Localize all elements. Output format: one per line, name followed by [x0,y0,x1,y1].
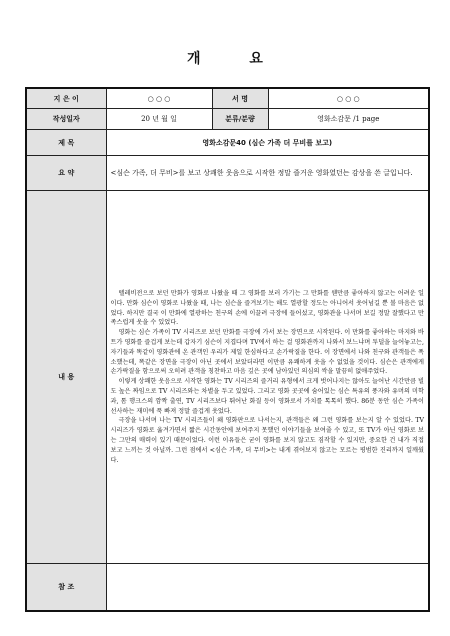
content-paragraph: 이렇게 상쾌한 웃음으로 시작한 영화는 TV 시리즈의 즐거리 유형에서 크게 벗어나지는 않아도 늘어난 시간만큼 빌도 높은 짜임으로 TV 시리즈와는 차별을 두고 있었다. 그리고 영화 곳곳에 숨어있는 심슨 특유의 풍자와 유머의 미학과, 톰 행크스의 깜짝 출연, TV 시리즈보다 뛰어난 화질 등이 영화로서 가치를 톡톡히 했다. 86분 동안 심슨 가족이 선사하는 재미에 푹 빠져 정말 즐겁게 웃었다. [110,378,424,415]
date-row [26,109,429,130]
date-value: 20 년 월 일 [106,109,212,130]
reference-row [26,564,429,611]
author-label: 지 은 이 [26,88,106,109]
category-label: 분류/분량 [212,109,268,130]
content-paragraph: 극장을 나서며 나는 TV 시리즈들이 왜 영화판으로 나서는지, 관객들은 왜 그런 영화를 보는지 알 수 있었다. TV 시리즈가 영화로 옮겨가면서 짧은 시간동안에 보여주지 못했던 이야기들을 보여줄 수 있고, 또 TV가 아닌 영화로 보는 그만의 매력이 있기 때문이었다. 이런 이유들은 굳이 영화를 보지 않고도 짐작할 수 있지만, 중요한 건 내가 직접 보고 느끼는 것 아닐까. 그런 점에서 <심슨 가족, 더 무비>는 내게 겪어보지 않고는 모르는 평범한 진리까지 일깨웠다. [110,417,424,464]
page-title: 개 요 [187,51,285,67]
content-paragraph: 텔레비전으로 보던 만화가 영화로 나왔을 때 그 영화를 보러 가기는 그 만화를 웬만큼 좋아하지 않고는 어려운 일이다. 만화 심슨이 영화로 나왔을 때, 나는 심슨을 즐겨보기는 해도 열광할 정도는 아니어서 웃어넘길 뿐 볼 마음은 없었다. 하지만 결국 이 만화에 열광하는 친구의 손에 이끌려 극장에 들어섰고, 영화관을 나서며 보길 정말 잘했다고 만족스럽게 웃을 수 있었다. [110,290,424,327]
content-row [26,190,429,563]
book-title-value: ○ ○ ○ [268,88,429,109]
title-value: 영화소감문40 (심슨 가족 더 무비를 보고) [106,130,429,156]
title-row [26,130,429,156]
summary-form-table [25,87,430,612]
book-title-label: 서 명 [212,88,268,109]
content-label: 내 용 [26,190,106,563]
summary-row [26,156,429,191]
author-value: ○ ○ ○ [106,88,212,109]
date-label: 작성일자 [26,109,106,130]
reference-label: 참 조 [26,564,106,611]
summary-label: 요 약 [26,156,106,191]
category-value: 영화소감문 /1 page [268,109,429,130]
title-label: 제 목 [26,130,106,156]
content-paragraph: 영화는 심슨 가족이 TV 시리즈로 보던 만화를 극장에 가서 보는 장면으로 시작된다. 이 만화를 좋아하는 마지와 바트가 영화를 즐겁게 보는데 갑자기 심슨이 지겹다며 TV에서 하는 걸 영화관까지 나와서 보느냐며 투덜을 늘어놓고는, 자기들과 똑같이 영화관에 온 관객인 우리가 제일 한심하다고 손가락질을 한다. 이 장면에서 나와 친구와 관객들은 폭소했는데, 똑같은 장면을 극장이 아닌 곳에서 보았더라면 이만큼 유쾌하게 웃을 수 없었을 것이다. 심슨은 관객에게 손가락질을 함으로써 오히려 관객을 칭찬하고 마음 깊은 곳에 남아있던 의심의 싹을 말끔히 없애주었다. [110,329,424,376]
author-row [26,88,429,109]
reference-value [106,564,429,611]
summary-value: <심슨 가족, 더 무비>를 보고 상쾌한 웃음으로 시작한 정말 즐거운 영화였던는 감상을 쓴 글입니다. [106,156,429,191]
content-body [106,190,429,563]
